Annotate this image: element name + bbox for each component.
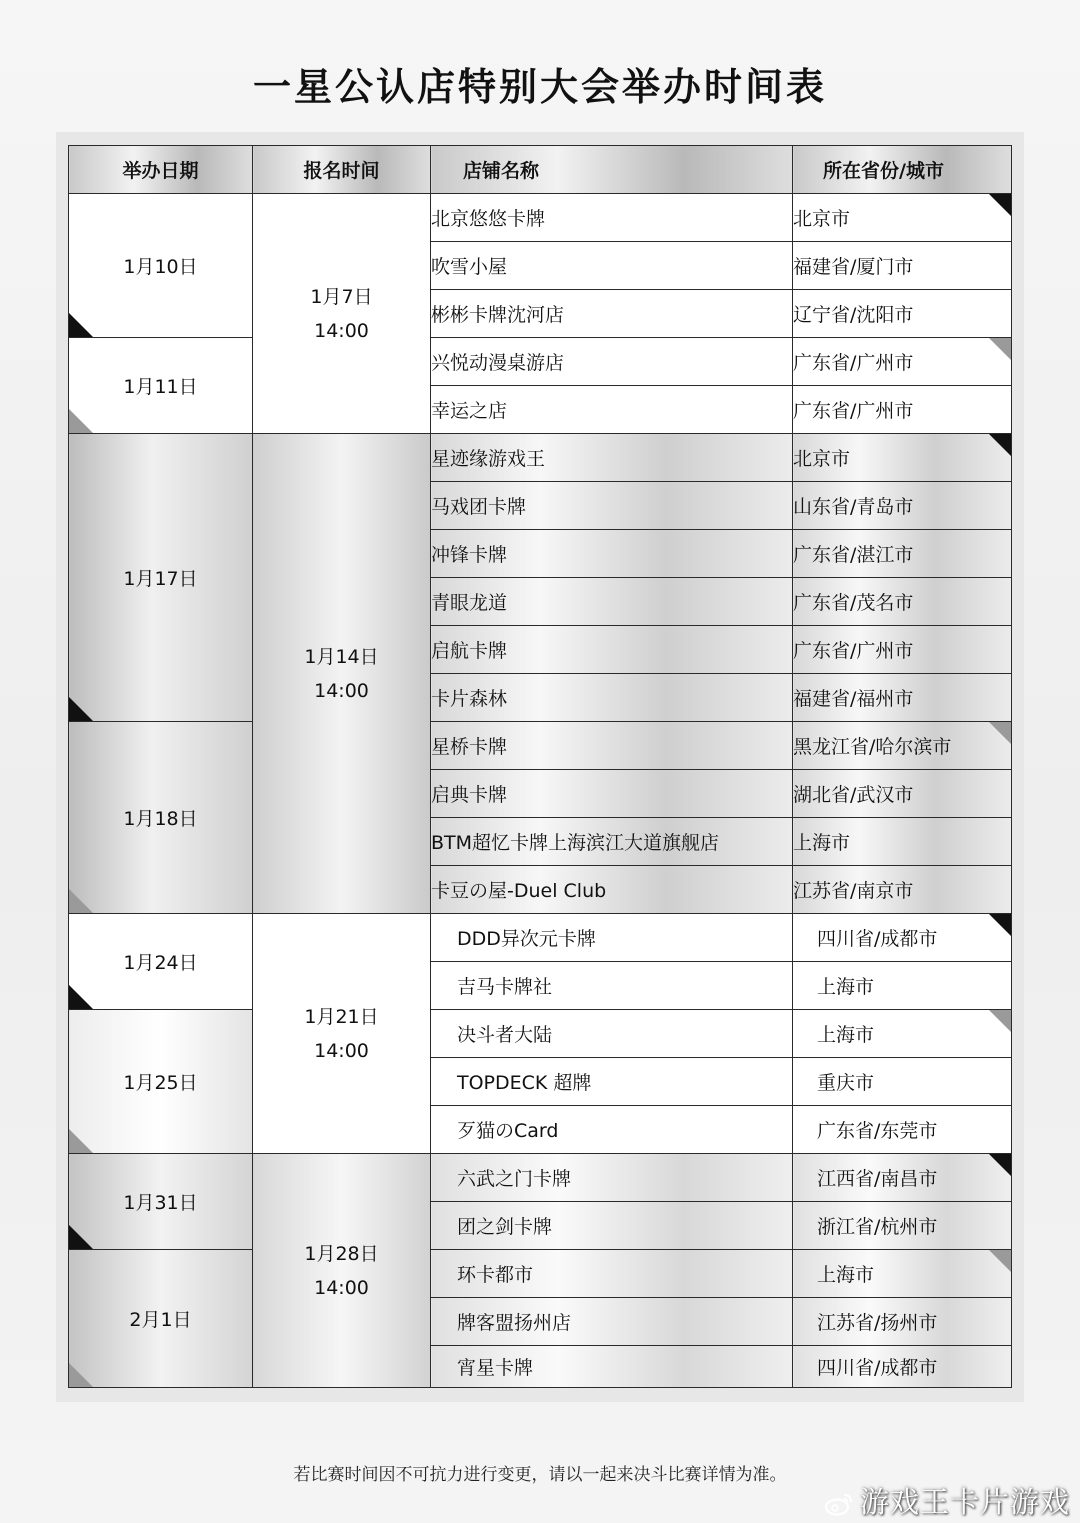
shop-city: 广东省/广州市: [793, 626, 1012, 674]
registration-cell: [253, 1154, 431, 1388]
shop-city: 上海市: [817, 1024, 875, 1046]
shop-name: 马戏团卡牌: [431, 482, 793, 530]
footer-note: 若比赛时间因不可抗力进行变更，请以一起来决斗比赛详情为准。: [293, 1465, 787, 1485]
event-date-cell: [69, 1010, 253, 1154]
corner-decoration-icon: [989, 434, 1011, 456]
header-shop: 店铺名称: [431, 146, 793, 194]
shop-city: 广东省/东莞市: [793, 1106, 1012, 1154]
shop-name: 启典卡牌: [431, 770, 793, 818]
registration-date: 1月14日: [304, 645, 379, 668]
shop-name: 卡片森林: [431, 674, 793, 722]
event-date-cell: [69, 194, 253, 338]
page-title: 一星公认店特别大会举办时间表: [252, 65, 827, 109]
table-header-row: [69, 146, 1012, 194]
table-row: [69, 338, 1012, 386]
shop-city: 辽宁省/沈阳市: [793, 290, 1012, 338]
shop-city: 上海市: [793, 962, 1012, 1010]
shop-city-cell: [793, 1250, 1012, 1298]
shop-city: 广东省/广州市: [793, 352, 914, 374]
shop-name: 决斗者大陆: [431, 1010, 793, 1058]
table-row: [69, 194, 1012, 242]
shop-city-cell: [793, 722, 1012, 770]
schedule-table: [68, 145, 1012, 1388]
shop-city-cell: [793, 338, 1012, 386]
corner-decoration-icon: [989, 1010, 1011, 1032]
corner-decoration-icon: [989, 194, 1011, 216]
shop-name: TOPDECK 超牌: [431, 1058, 793, 1106]
table-row: [69, 914, 1012, 962]
watermark-text: 游戏王卡片游戏: [859, 1485, 1070, 1519]
shop-city: 四川省/成都市: [793, 1346, 1012, 1388]
shop-name: 北京悠悠卡牌: [431, 194, 793, 242]
table-row: [69, 722, 1012, 770]
shop-city: 福建省/厦门市: [793, 242, 1012, 290]
registration-time: 14:00: [314, 1039, 369, 1062]
table-row: [69, 1010, 1012, 1058]
shop-name: DDD异次元卡牌: [431, 914, 793, 962]
event-date: 1月25日: [123, 1072, 198, 1094]
corner-decoration-icon: [69, 1363, 93, 1387]
event-date-cell: [69, 914, 253, 1010]
shop-name: 幸运之店: [431, 386, 793, 434]
shop-city: 江苏省/南京市: [793, 866, 1012, 914]
shop-name: 启航卡牌: [431, 626, 793, 674]
corner-decoration-icon: [989, 338, 1011, 360]
shop-name: 吉马卡牌社: [431, 962, 793, 1010]
corner-decoration-icon: [69, 889, 93, 913]
shop-name: 卡豆の屋-Duel Club: [431, 866, 793, 914]
event-date: 1月11日: [123, 376, 198, 398]
shop-city: 上海市: [793, 818, 1012, 866]
shop-city: 北京市: [793, 208, 851, 230]
watermark: [824, 1480, 1070, 1521]
corner-decoration-icon: [69, 985, 93, 1009]
shop-city-cell: [793, 1154, 1012, 1202]
shop-name: BTM超忆卡牌上海滨江大道旗舰店: [431, 818, 793, 866]
corner-decoration-icon: [989, 1250, 1011, 1272]
weibo-logo-icon: [824, 1489, 854, 1513]
table-row: [69, 1154, 1012, 1202]
shop-city: 福建省/福州市: [793, 674, 1012, 722]
event-date-cell: [69, 722, 253, 914]
shop-city: 江苏省/扬州市: [793, 1298, 1012, 1346]
shop-city: 山东省/青岛市: [793, 482, 1012, 530]
shop-city-cell: [793, 434, 1012, 482]
event-date-cell: [69, 434, 253, 722]
registration-date: 1月28日: [304, 1242, 379, 1265]
shop-name: 吹雪小屋: [431, 242, 793, 290]
registration-date: 1月7日: [310, 285, 373, 308]
shop-city: 江西省/南昌市: [817, 1168, 938, 1190]
shop-city: 湖北省/武汉市: [793, 770, 1012, 818]
shop-name: 宵星卡牌: [431, 1346, 793, 1388]
registration-cell: [253, 194, 431, 434]
table-row: [69, 434, 1012, 482]
shop-city: 重庆市: [793, 1058, 1012, 1106]
event-date: 1月31日: [123, 1192, 198, 1214]
shop-city: 广东省/广州市: [793, 386, 1012, 434]
registration-cell: [253, 434, 431, 914]
shop-name: 团之剑卡牌: [431, 1202, 793, 1250]
corner-decoration-icon: [69, 1129, 93, 1153]
shop-name: 环卡都市: [431, 1250, 793, 1298]
shop-name: 六武之门卡牌: [431, 1154, 793, 1202]
corner-decoration-icon: [69, 1225, 93, 1249]
event-date-cell: [69, 338, 253, 434]
event-date: 1月10日: [123, 256, 198, 278]
corner-decoration-icon: [69, 409, 93, 433]
shop-name: 彬彬卡牌沈河店: [431, 290, 793, 338]
corner-decoration-icon: [69, 313, 93, 337]
shop-city: 四川省/成都市: [817, 928, 938, 950]
event-date-cell: [69, 1154, 253, 1250]
corner-decoration-icon: [989, 722, 1011, 744]
shop-city-cell: [793, 194, 1012, 242]
header-date: 举办日期: [69, 146, 253, 194]
shop-name: 歹猫のCard: [431, 1106, 793, 1154]
shop-name: 牌客盟扬州店: [431, 1298, 793, 1346]
registration-time: 14:00: [314, 1276, 369, 1299]
shop-city: 广东省/茂名市: [793, 578, 1012, 626]
shop-name: 兴悦动漫桌游店: [431, 338, 793, 386]
event-date: 2月1日: [129, 1309, 192, 1331]
registration-time: 14:00: [314, 319, 369, 342]
registration-time: 14:00: [314, 679, 369, 702]
shop-city: 浙江省/杭州市: [793, 1202, 1012, 1250]
event-date: 1月17日: [123, 568, 198, 590]
corner-decoration-icon: [989, 1154, 1011, 1176]
shop-city: 上海市: [817, 1264, 875, 1286]
shop-name: 星桥卡牌: [431, 722, 793, 770]
corner-decoration-icon: [69, 697, 93, 721]
registration-date: 1月21日: [304, 1005, 379, 1028]
shop-city: 北京市: [793, 448, 851, 470]
shop-city-cell: [793, 914, 1012, 962]
event-date-cell: [69, 1250, 253, 1388]
event-date: 1月18日: [123, 808, 198, 830]
header-registration: 报名时间: [253, 146, 431, 194]
corner-decoration-icon: [989, 914, 1011, 936]
shop-city: 黑龙江省/哈尔滨市: [793, 736, 952, 758]
registration-cell: [253, 914, 431, 1154]
shop-city: 广东省/湛江市: [793, 530, 1012, 578]
event-date: 1月24日: [123, 952, 198, 974]
shop-name: 青眼龙道: [431, 578, 793, 626]
shop-name: 星迹缘游戏王: [431, 434, 793, 482]
table-row: [69, 1250, 1012, 1298]
shop-name: 冲锋卡牌: [431, 530, 793, 578]
shop-city-cell: [793, 1010, 1012, 1058]
header-city: 所在省份/城市: [793, 146, 1012, 194]
